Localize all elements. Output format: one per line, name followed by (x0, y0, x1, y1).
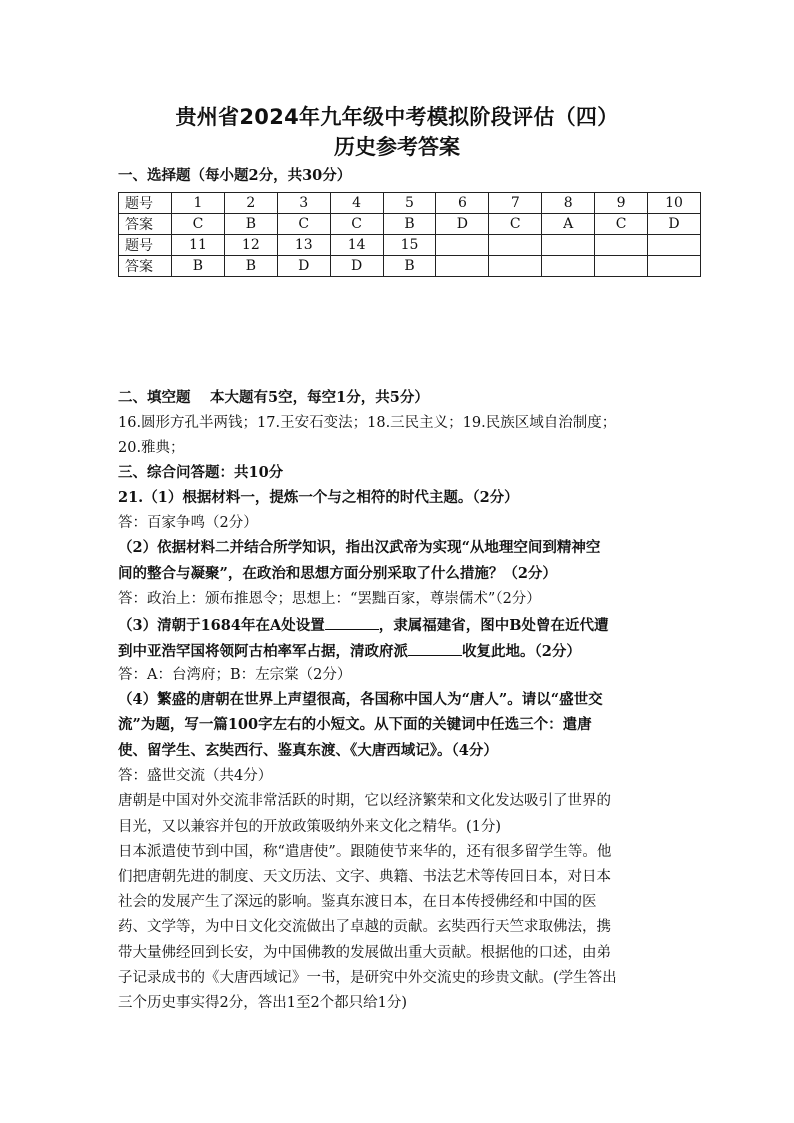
answer-table-cell (595, 256, 648, 277)
answer-table-cell (436, 256, 489, 277)
document-subtitle: 历史参考答案 (334, 135, 460, 159)
question-21-4-line3: 使、留学生、玄奘西行、鉴真东渡、《大唐西域记》。（4分） (118, 742, 498, 759)
answer-table-cell: 14 (330, 235, 383, 256)
essay-p1-line1: 唐朝是中国对外交流非常活跃的时期，它以经济繁荣和文化发达吸引了世界的 (118, 793, 611, 809)
answer-table-row-label: 答案 (119, 214, 172, 235)
question-21-3-line1 (118, 615, 678, 635)
answer-table-cell: B (383, 256, 436, 277)
question-21-3-text-d: 收复此地。（2分） (462, 643, 581, 660)
question-21-1: 21.（1）根据材料一，提炼一个与之相符的时代主题。（2分） (118, 489, 519, 506)
answer-blank-a (325, 615, 379, 630)
essay-p2-line3: 社会的发展产生了深远的影响。鉴真东渡日本，在日本传授佛经和中国的医 (118, 894, 597, 910)
essay-p2-line7: 三个历史事实得2分，答出1至2个都只给1分) (118, 995, 408, 1011)
answer-21-2: 答：政治上：颁布推恩令；思想上：“罢黜百家，尊崇儒术”（2分） (118, 591, 541, 607)
question-21-3-text-c: 到中亚浩罕国将领阿古柏率军占据，清政府派 (118, 643, 408, 660)
answer-table-cell: B (172, 256, 225, 277)
question-21-3-text-b: ，隶属福建省，图中B处曾在近代遭 (378, 617, 609, 634)
question-21-4-line1: （4）繁盛的唐朝在世界上声望很高，各国称中国人为“唐人”。请以“盛世交 (118, 691, 603, 708)
answer-table-cell: 10 (648, 193, 701, 214)
answer-table-cell: B (383, 214, 436, 235)
fill-answers-line2: 20.雅典； (118, 440, 185, 456)
answer-table-cell (436, 235, 489, 256)
answer-table-cell (648, 256, 701, 277)
essay-p2-line5: 带大量佛经回到长安，为中国佛教的发展做出重大贡献。根据他的口述，由弟 (118, 945, 611, 961)
essay-p2-line4: 药、文学等，为中日文化交流做出了卓越的贡献。玄奘西行天竺求取佛法，携 (118, 919, 611, 935)
essay-p1-line2: 目光，又以兼容并包的开放政策吸纳外来文化之精华。(1分) (118, 819, 502, 835)
answer-table-cell: D (436, 214, 489, 235)
answer-table-cell: 8 (542, 193, 595, 214)
essay-p2-line1: 日本派遣使节到中国，称“遣唐使”。跟随使节来华的，还有很多留学生等。他 (118, 844, 612, 860)
question-21-3-line2 (118, 641, 678, 661)
answer-table-row-label: 答案 (119, 256, 172, 277)
answer-table-cell: 5 (383, 193, 436, 214)
answer-table-cell (648, 235, 701, 256)
answer-table-row-label: 题号 (119, 193, 172, 214)
answer-table-cell: 9 (595, 193, 648, 214)
essay-p2-line6: 子记录成书的《大唐西域记》一书，是研究中外交流史的珍贵文献。(学生答出 (118, 970, 617, 986)
answer-table-cell: D (330, 256, 383, 277)
question-21-4-line2: 流”为题，写一篇100字左右的小短文。从下面的关键词中任选三个：遣唐 (118, 716, 592, 733)
answer-table-cell: D (648, 214, 701, 235)
answer-table-cell: A (542, 214, 595, 235)
question-21-3-text-a: （3）清朝于1684年在A处设置 (118, 617, 325, 634)
section2-heading: 二、填空题 本大题有5空，每空1分，共5分） (118, 389, 429, 406)
answer-table-cell: 1 (172, 193, 225, 214)
answer-table-cell (542, 256, 595, 277)
answer-table-cell: 15 (383, 235, 436, 256)
answer-table-row (119, 235, 701, 256)
question-21-2-line1: （2）依据材料二并结合所学知识，指出汉武帝为实现“从地理空间到精神空 (118, 539, 601, 556)
answer-blank-b (408, 641, 462, 656)
answer-table-row (119, 214, 701, 235)
answer-table-cell: C (489, 214, 542, 235)
document-title: 贵州省2024年九年级中考模拟阶段评估（四） (175, 105, 619, 129)
answer-table-cell: 6 (436, 193, 489, 214)
answer-table-cell: C (595, 214, 648, 235)
essay-p2-line2: 们把唐朝先进的制度、天文历法、文字、典籍、书法艺术等传回日本，对日本 (118, 869, 611, 885)
answer-table (118, 192, 701, 277)
fill-answers-line1: 16.圆形方孔半两钱；17.王安石变法；18.三民主义；19.民族区域自治制度； (118, 415, 617, 431)
section1-heading: 一、选择题（每小题2分，共30分） (118, 167, 352, 184)
answer-table-cell: D (277, 256, 330, 277)
answer-table-cell: 2 (224, 193, 277, 214)
answer-table-cell: 3 (277, 193, 330, 214)
answer-21-4-title: 答：盛世交流（共4分） (118, 768, 273, 784)
question-21-2-line2: 间的整合与凝聚”，在政治和思想方面分别采取了什么措施？（2分） (118, 565, 557, 582)
answer-table-row (119, 256, 701, 277)
answer-table-row-label: 题号 (119, 235, 172, 256)
answer-table-cell: C (330, 214, 383, 235)
answer-table-row (119, 193, 701, 214)
answer-table-cell: 13 (277, 235, 330, 256)
answer-21-3: 答：A：台湾府；B：左宗棠（2分） (118, 667, 352, 683)
answer-table-cell: 12 (224, 235, 277, 256)
section3-heading: 三、综合问答题：共10分 (118, 464, 284, 481)
answer-table-cell: C (277, 214, 330, 235)
answer-table-cell: B (224, 214, 277, 235)
answer-table-cell (595, 235, 648, 256)
answer-table-cell: B (224, 256, 277, 277)
answer-table-cell: 4 (330, 193, 383, 214)
answer-table-cell (489, 235, 542, 256)
answer-table-cell: 11 (172, 235, 225, 256)
answer-21-1: 答：百家争鸣（2分） (118, 515, 258, 531)
answer-table-cell (542, 235, 595, 256)
answer-table-cell: 7 (489, 193, 542, 214)
answer-table-cell (489, 256, 542, 277)
answer-table-cell: C (172, 214, 225, 235)
